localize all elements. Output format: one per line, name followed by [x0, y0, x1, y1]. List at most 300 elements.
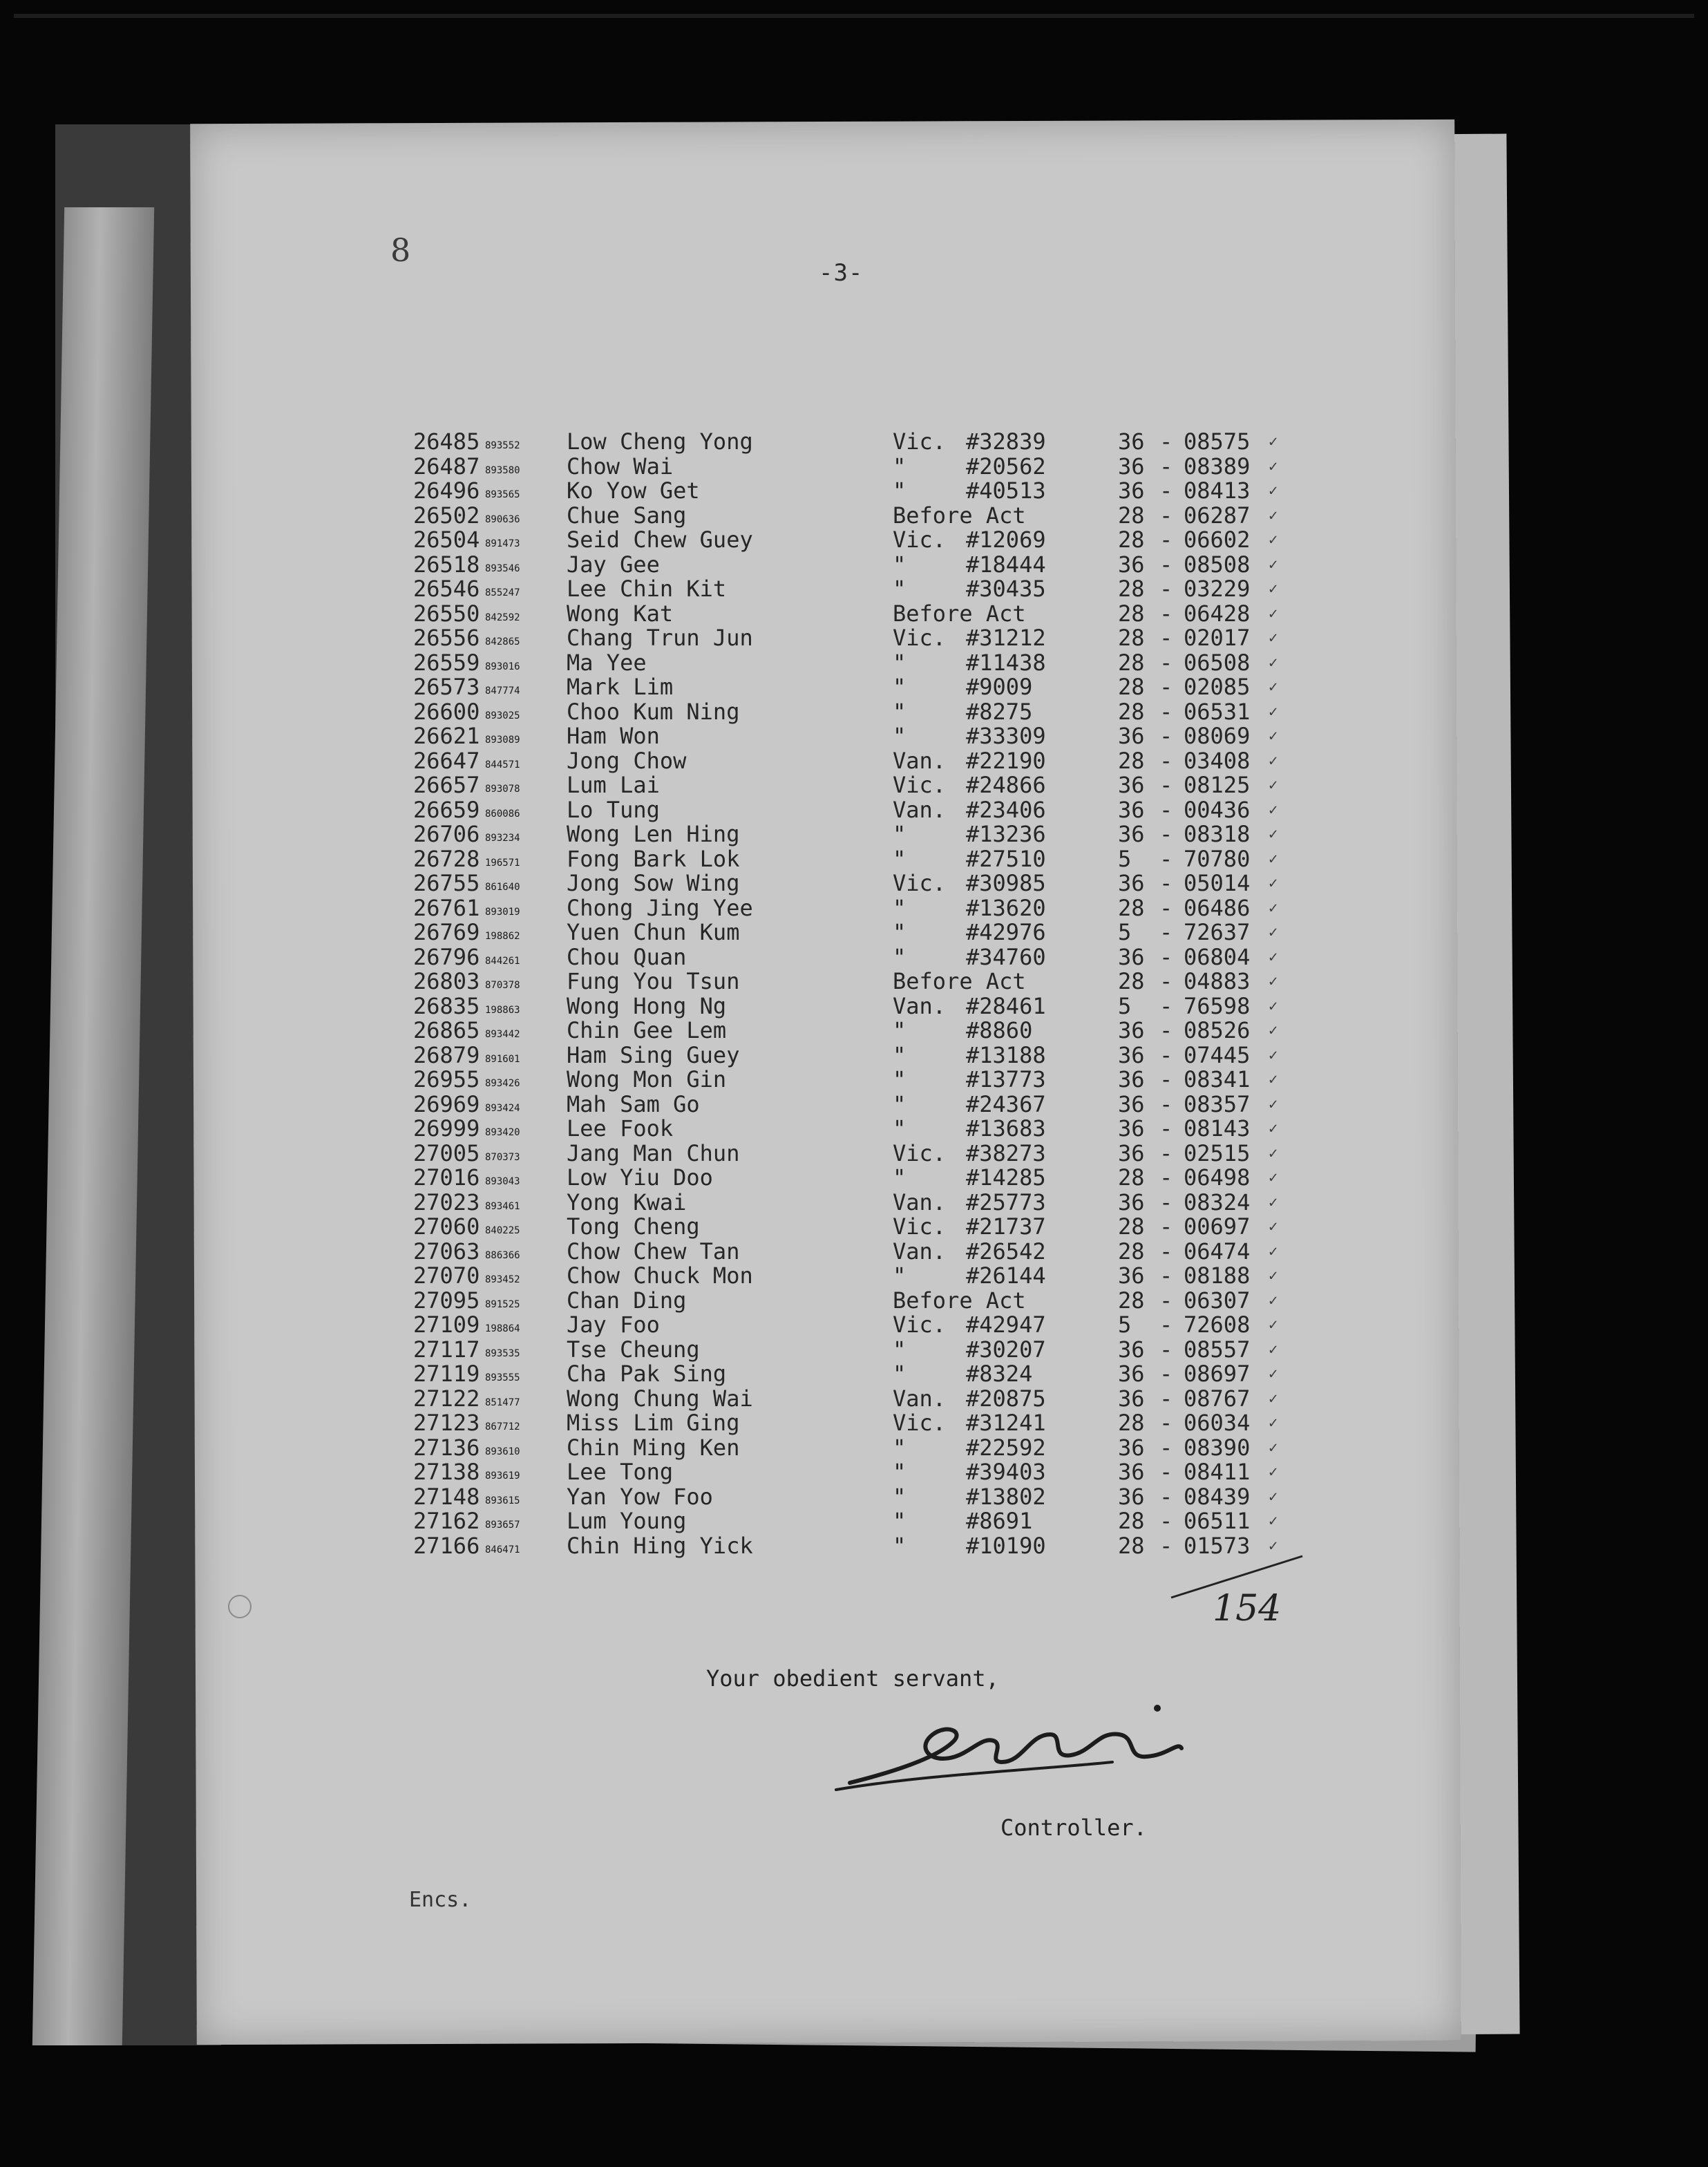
separator-dash: - [1159, 992, 1173, 1019]
registration-number: 26546 [413, 576, 480, 602]
separator-dash: - [1159, 1287, 1173, 1314]
port-of-entry: Vic. [893, 870, 947, 896]
list-item [413, 724, 1284, 749]
separator-dash: - [1159, 1532, 1173, 1559]
certificate-number: 893019 [485, 906, 520, 918]
list-item [413, 945, 1284, 970]
port-of-entry: " [893, 1041, 907, 1068]
person-name: Chou Quan [567, 943, 687, 970]
list-item [413, 455, 1284, 480]
list-item [413, 626, 1284, 651]
person-name: Fong Bark Lok [567, 845, 740, 872]
entry-number: #22190 [966, 747, 1046, 774]
check-mark-icon: ✓ [1269, 1046, 1278, 1064]
certificate-number: 198864 [485, 1323, 520, 1334]
check-mark-icon: ✓ [1269, 1464, 1278, 1481]
series-group: 28 [1118, 1287, 1145, 1314]
serial-number: 76598 [1184, 992, 1251, 1019]
separator-dash: - [1159, 625, 1173, 651]
registration-number: 26659 [413, 796, 480, 823]
entry-number: #30207 [966, 1336, 1046, 1363]
check-mark-icon: ✓ [1269, 1414, 1278, 1432]
entry-number: #33309 [966, 723, 1046, 749]
registration-number: 27122 [413, 1385, 480, 1412]
check-mark-icon: ✓ [1269, 924, 1278, 941]
check-mark-icon: ✓ [1269, 948, 1278, 966]
separator-dash: - [1159, 1164, 1173, 1191]
series-group: 28 [1118, 968, 1145, 994]
certificate-number: 893424 [485, 1102, 520, 1114]
list-item [413, 1362, 1284, 1387]
list-item [413, 1411, 1284, 1436]
check-mark-icon: ✓ [1269, 703, 1278, 721]
person-name: Low Cheng Yong [567, 428, 753, 455]
serial-number: 08439 [1184, 1483, 1251, 1510]
serial-number: 06511 [1184, 1508, 1251, 1534]
certificate-number: 198863 [485, 1004, 520, 1016]
serial-number: 06498 [1184, 1164, 1251, 1191]
list-item [413, 1068, 1284, 1092]
series-group: 36 [1118, 821, 1145, 847]
entry-number: #34760 [966, 943, 1046, 970]
series-group: 5 [1118, 992, 1132, 1019]
page-number: -3- [819, 259, 864, 287]
port-of-entry: Van. [893, 1385, 947, 1412]
closing-line: Your obedient servant, [706, 1665, 999, 1692]
certificate-number: 893535 [485, 1347, 520, 1359]
certificate-number: 893546 [485, 562, 520, 574]
series-group: 36 [1118, 870, 1145, 896]
entry-number: #23406 [966, 796, 1046, 823]
entry-number: #21737 [966, 1213, 1046, 1240]
series-group: 36 [1118, 1115, 1145, 1142]
series-group: 28 [1118, 625, 1145, 651]
entry-number: #24866 [966, 772, 1046, 798]
certificate-number: 198862 [485, 931, 520, 942]
serial-number: 08575 [1184, 428, 1251, 455]
port-of-entry: " [893, 723, 907, 749]
certificate-number: 893580 [485, 464, 520, 476]
serial-number: 08557 [1184, 1336, 1251, 1363]
entry-number: #27510 [966, 845, 1046, 872]
person-name: Jong Chow [567, 747, 687, 774]
person-name: Chin Ming Ken [567, 1434, 740, 1461]
list-item [413, 651, 1284, 676]
separator-dash: - [1159, 1213, 1173, 1240]
separator-dash: - [1159, 453, 1173, 480]
separator-dash: - [1159, 1115, 1173, 1142]
serial-number: 06804 [1184, 943, 1251, 970]
serial-number: 08767 [1184, 1385, 1251, 1412]
registration-number: 27060 [413, 1213, 480, 1240]
entry-number: #13620 [966, 894, 1046, 921]
serial-number: 02017 [1184, 625, 1251, 651]
series-group: 28 [1118, 527, 1145, 553]
separator-dash: - [1159, 821, 1173, 847]
certificate-number: 893461 [485, 1200, 520, 1212]
entry-number: #22592 [966, 1434, 1046, 1461]
series-group: 36 [1118, 1066, 1145, 1092]
list-item [413, 1387, 1284, 1412]
entry-number: #18444 [966, 551, 1046, 578]
port-of-entry: Vic. [893, 625, 947, 651]
separator-dash: - [1159, 1041, 1173, 1068]
entry-number: #13188 [966, 1041, 1046, 1068]
port-of-entry: Van. [893, 1189, 947, 1215]
entry-number: #42976 [966, 919, 1046, 945]
person-name: Ko Yow Get [567, 477, 700, 504]
person-name: Lee Fook [567, 1115, 674, 1142]
registration-number: 26550 [413, 600, 480, 627]
series-group: 28 [1118, 1532, 1145, 1559]
list-item [413, 798, 1284, 823]
certificate-number: 893016 [485, 661, 520, 672]
list-item [413, 553, 1284, 578]
entry-number: #31212 [966, 625, 1046, 651]
check-mark-icon: ✓ [1269, 556, 1278, 574]
entry-number: #42947 [966, 1312, 1046, 1338]
certificate-number: 891473 [485, 538, 520, 549]
list-item [413, 577, 1284, 602]
separator-dash: - [1159, 600, 1173, 627]
registration-number: 27023 [413, 1189, 480, 1215]
check-mark-icon: ✓ [1269, 1144, 1278, 1162]
check-mark-icon: ✓ [1269, 507, 1278, 524]
separator-dash: - [1159, 1385, 1173, 1412]
port-of-entry: Before Act [893, 502, 1026, 529]
registration-number: 26955 [413, 1066, 480, 1092]
check-mark-icon: ✓ [1269, 1169, 1278, 1186]
certificate-number: 196571 [485, 857, 520, 869]
separator-dash: - [1159, 1434, 1173, 1461]
list-item [413, 1289, 1284, 1314]
registration-number: 27119 [413, 1361, 480, 1387]
person-name: Lum Young [567, 1508, 687, 1534]
entry-number: #32839 [966, 428, 1046, 455]
registration-number: 26879 [413, 1041, 480, 1068]
registration-number: 26769 [413, 919, 480, 945]
person-name: Jang Man Chun [567, 1139, 740, 1166]
list-item [413, 1485, 1284, 1510]
series-group: 28 [1118, 502, 1145, 529]
person-name: Jay Gee [567, 551, 660, 578]
serial-number: 08188 [1184, 1262, 1251, 1289]
check-mark-icon: ✓ [1269, 654, 1278, 672]
person-name: Ham Won [567, 723, 660, 749]
entry-number: #31241 [966, 1410, 1046, 1436]
certificate-number: 844261 [485, 955, 520, 967]
serial-number: 08069 [1184, 723, 1251, 749]
serial-number: 08341 [1184, 1066, 1251, 1092]
list-item [413, 1019, 1284, 1043]
list-item [413, 749, 1284, 774]
serial-number: 06307 [1184, 1287, 1251, 1314]
check-mark-icon: ✓ [1269, 1120, 1278, 1137]
serial-number: 70780 [1184, 845, 1251, 872]
certificate-number: 870373 [485, 1151, 520, 1163]
entry-number: #39403 [966, 1459, 1046, 1485]
port-of-entry: Vic. [893, 1139, 947, 1166]
separator-dash: - [1159, 674, 1173, 700]
list-item [413, 896, 1284, 921]
series-group: 36 [1118, 428, 1145, 455]
check-mark-icon: ✓ [1269, 777, 1278, 794]
series-group: 28 [1118, 747, 1145, 774]
check-mark-icon: ✓ [1269, 605, 1278, 623]
registration-number: 26621 [413, 723, 480, 749]
certificate-number: 886366 [485, 1249, 520, 1261]
person-name: Fung You Tsun [567, 968, 740, 994]
port-of-entry: " [893, 1115, 907, 1142]
entry-number: #8324 [966, 1361, 1033, 1387]
separator-dash: - [1159, 747, 1173, 774]
separator-dash: - [1159, 1336, 1173, 1363]
serial-number: 08318 [1184, 821, 1251, 847]
series-group: 28 [1118, 1410, 1145, 1436]
series-group: 28 [1118, 600, 1145, 627]
check-mark-icon: ✓ [1269, 752, 1278, 770]
registration-number: 26518 [413, 551, 480, 578]
port-of-entry: " [893, 649, 907, 676]
separator-dash: - [1159, 919, 1173, 945]
person-name: Chong Jing Yee [567, 894, 753, 921]
entry-number: #8691 [966, 1508, 1033, 1534]
registration-number: 26504 [413, 527, 480, 553]
registration-number: 26485 [413, 428, 480, 455]
serial-number: 08697 [1184, 1361, 1251, 1387]
list-item [413, 430, 1284, 455]
person-name: Wong Mon Gin [567, 1066, 727, 1092]
certificate-number: 891601 [485, 1053, 520, 1065]
certificate-number: 893442 [485, 1029, 520, 1040]
registration-number: 26969 [413, 1090, 480, 1117]
list-item [413, 1313, 1284, 1338]
person-name: Wong Chung Wai [567, 1385, 753, 1412]
check-mark-icon: ✓ [1269, 801, 1278, 819]
check-mark-icon: ✓ [1269, 899, 1278, 917]
check-mark-icon: ✓ [1269, 850, 1278, 868]
port-of-entry: Vic. [893, 428, 947, 455]
check-mark-icon: ✓ [1269, 1390, 1278, 1408]
registration-number: 27166 [413, 1532, 480, 1559]
series-group: 36 [1118, 1090, 1145, 1117]
serial-number: 02515 [1184, 1139, 1251, 1166]
series-group: 36 [1118, 1385, 1145, 1412]
separator-dash: - [1159, 576, 1173, 602]
certificate-number: 893615 [485, 1495, 520, 1506]
registration-number: 26647 [413, 747, 480, 774]
serial-number: 03408 [1184, 747, 1251, 774]
port-of-entry: " [893, 698, 907, 725]
registration-number: 27162 [413, 1508, 480, 1534]
separator-dash: - [1159, 428, 1173, 455]
list-item [413, 871, 1284, 896]
port-of-entry: " [893, 477, 907, 504]
list-item [413, 1264, 1284, 1289]
registration-number: 26755 [413, 870, 480, 896]
check-mark-icon: ✓ [1269, 630, 1278, 647]
person-name: Jay Foo [567, 1312, 660, 1338]
port-of-entry: Before Act [893, 968, 1026, 994]
port-of-entry: " [893, 821, 907, 847]
list-item [413, 602, 1284, 627]
registration-number: 27005 [413, 1139, 480, 1166]
port-of-entry: " [893, 845, 907, 872]
person-name: Tong Cheng [567, 1213, 700, 1240]
entry-number: #11438 [966, 649, 1046, 676]
entry-number: #40513 [966, 477, 1046, 504]
registration-number: 26803 [413, 968, 480, 994]
registration-number: 27016 [413, 1164, 480, 1191]
series-group: 5 [1118, 845, 1132, 872]
entry-number: #38273 [966, 1139, 1046, 1166]
list-item [413, 1117, 1284, 1142]
check-mark-icon: ✓ [1269, 457, 1278, 475]
serial-number: 72608 [1184, 1312, 1251, 1338]
entry-number: #14285 [966, 1164, 1046, 1191]
entry-number: #9009 [966, 674, 1033, 700]
list-item [413, 675, 1284, 700]
port-of-entry: " [893, 943, 907, 970]
registration-number: 26573 [413, 674, 480, 700]
registration-number: 27136 [413, 1434, 480, 1461]
series-group: 36 [1118, 1336, 1145, 1363]
certificate-number: 893619 [485, 1470, 520, 1482]
check-mark-icon: ✓ [1269, 1439, 1278, 1457]
serial-number: 08508 [1184, 551, 1251, 578]
registration-list [413, 430, 1284, 1558]
series-group: 36 [1118, 1041, 1145, 1068]
person-name: Ma Yee [567, 649, 647, 676]
serial-number: 06428 [1184, 600, 1251, 627]
person-name: Jong Sow Wing [567, 870, 740, 896]
series-group: 28 [1118, 698, 1145, 725]
series-group: 5 [1118, 919, 1132, 945]
separator-dash: - [1159, 527, 1173, 553]
certificate-number: 842865 [485, 636, 520, 647]
series-group: 28 [1118, 894, 1145, 921]
serial-number: 03229 [1184, 576, 1251, 602]
separator-dash: - [1159, 1361, 1173, 1387]
port-of-entry: " [893, 919, 907, 945]
port-of-entry: Vic. [893, 1410, 947, 1436]
list-item [413, 822, 1284, 847]
certificate-number: 891525 [485, 1298, 520, 1310]
entry-number: #28461 [966, 992, 1046, 1019]
separator-dash: - [1159, 870, 1173, 896]
registration-number: 26657 [413, 772, 480, 798]
check-mark-icon: ✓ [1269, 1488, 1278, 1506]
port-of-entry: Before Act [893, 600, 1026, 627]
separator-dash: - [1159, 772, 1173, 798]
registration-number: 26761 [413, 894, 480, 921]
punch-hole [228, 1595, 252, 1618]
person-name: Yan Yow Foo [567, 1483, 713, 1510]
certificate-number: 893452 [485, 1274, 520, 1285]
registration-number: 27117 [413, 1336, 480, 1363]
port-of-entry: " [893, 1532, 907, 1559]
check-mark-icon: ✓ [1269, 1291, 1278, 1309]
serial-number: 08413 [1184, 477, 1251, 504]
port-of-entry: Vic. [893, 1312, 947, 1338]
serial-number: 08125 [1184, 772, 1251, 798]
series-group: 36 [1118, 1189, 1145, 1215]
check-mark-icon: ✓ [1269, 1022, 1278, 1039]
check-mark-icon: ✓ [1269, 482, 1278, 500]
series-group: 36 [1118, 1483, 1145, 1510]
list-item [413, 700, 1284, 725]
person-name: Wong Hong Ng [567, 992, 727, 1019]
separator-dash: - [1159, 1262, 1173, 1289]
certificate-number: 861640 [485, 882, 520, 893]
check-mark-icon: ✓ [1269, 1365, 1278, 1383]
entry-number: #26542 [966, 1238, 1046, 1265]
check-mark-icon: ✓ [1269, 997, 1278, 1015]
certificate-number: 893234 [485, 833, 520, 844]
person-name: Wong Len Hing [567, 821, 740, 847]
serial-number: 08411 [1184, 1459, 1251, 1485]
check-mark-icon: ✓ [1269, 1513, 1278, 1530]
check-mark-icon: ✓ [1269, 875, 1278, 892]
registration-number: 26600 [413, 698, 480, 725]
list-item [413, 847, 1284, 872]
person-name: Yuen Chun Kum [567, 919, 740, 945]
person-name: Seid Chew Guey [567, 527, 753, 553]
registration-number: 26999 [413, 1115, 480, 1142]
registration-number: 26487 [413, 453, 480, 480]
list-item [413, 1043, 1284, 1068]
separator-dash: - [1159, 1090, 1173, 1117]
certificate-number: 893025 [485, 710, 520, 721]
check-mark-icon: ✓ [1269, 1537, 1278, 1555]
certificate-number: 855247 [485, 587, 520, 598]
registration-number: 26706 [413, 821, 480, 847]
separator-dash: - [1159, 1410, 1173, 1436]
series-group: 36 [1118, 772, 1145, 798]
person-name: Chow Chuck Mon [567, 1262, 753, 1289]
series-group: 28 [1118, 674, 1145, 700]
list-item [413, 1092, 1284, 1117]
serial-number: 00697 [1184, 1213, 1251, 1240]
serial-number: 06474 [1184, 1238, 1251, 1265]
person-name: Chin Hing Yick [567, 1532, 753, 1559]
serial-number: 06531 [1184, 698, 1251, 725]
person-name: Mark Lim [567, 674, 674, 700]
entry-number: #20562 [966, 453, 1046, 480]
serial-number: 08390 [1184, 1434, 1251, 1461]
list-item [413, 1139, 1284, 1166]
series-group: 36 [1118, 723, 1145, 749]
port-of-entry: " [893, 1434, 907, 1461]
port-of-entry: " [893, 674, 907, 700]
person-name: Lum Lai [567, 772, 660, 798]
certificate-number: 893426 [485, 1078, 520, 1089]
separator-dash: - [1159, 796, 1173, 823]
registration-number: 27138 [413, 1459, 480, 1485]
person-name: Chue Sang [567, 502, 687, 529]
serial-number: 08389 [1184, 453, 1251, 480]
series-group: 36 [1118, 1262, 1145, 1289]
certificate-number: 870378 [485, 980, 520, 991]
separator-dash: - [1159, 894, 1173, 921]
person-name: Chow Chew Tan [567, 1238, 740, 1265]
entry-number: #26144 [966, 1262, 1046, 1289]
port-of-entry: Van. [893, 992, 947, 1019]
certificate-number: 847774 [485, 685, 520, 697]
list-item [413, 1460, 1284, 1485]
handwritten-annotation [1213, 1584, 1282, 1629]
series-group: 36 [1118, 453, 1145, 480]
